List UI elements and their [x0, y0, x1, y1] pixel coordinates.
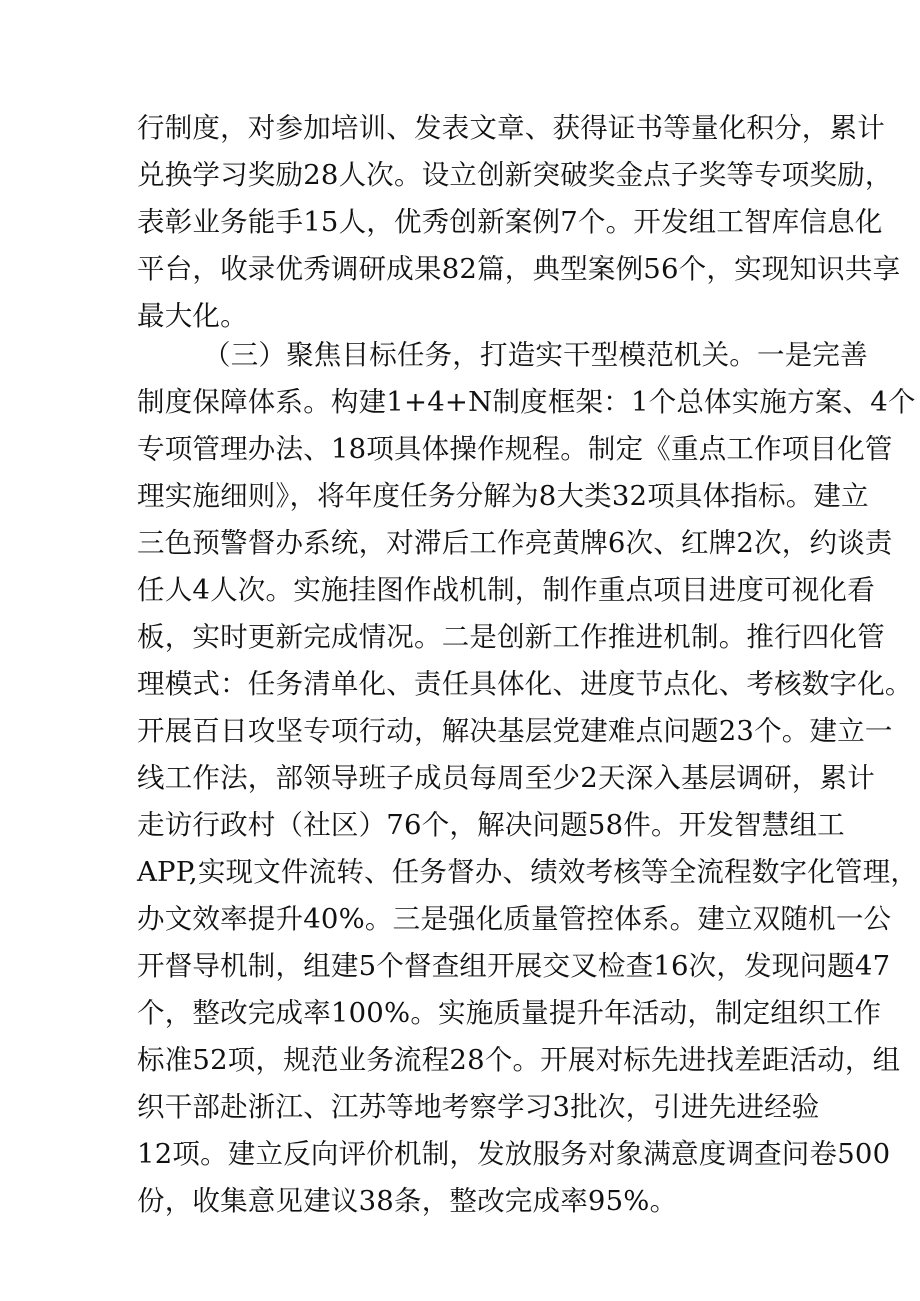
text-line: 任人4人次。实施挂图作战机制，制作重点项目进度可视化看: [137, 574, 875, 606]
text-line: 办文效率提升40%。三是强化质量管控体系。建立双随机一公: [137, 903, 892, 935]
text-line: 最大化。: [137, 300, 248, 332]
text-line: 理实施细则》，将年度任务分解为8大类32项具体指标。建立: [137, 480, 869, 512]
section-heading-line: （三）聚焦目标任务，打造实干型模范机关。一是完善: [203, 339, 868, 371]
text-line: 开展百日攻坚专项行动，解决基层党建难点问题23个。建立一: [137, 715, 893, 747]
text-line: 理模式：任务清单化、责任具体化、进度节点化、考核数字化。: [137, 668, 913, 700]
text-line: 专项管理办法、18项具体操作规程。制定《重点工作项目化管: [137, 433, 893, 465]
text-line: 份，收集意见建议38条，整改完成率95%。: [137, 1185, 678, 1217]
text-line: 织干部赴浙江、江苏等地考察学习3批次，引进先进经验: [137, 1091, 820, 1123]
text-line: 制度保障体系。构建1+4+N制度框架：1个总体实施方案、4个: [137, 386, 916, 418]
text-line: 行制度，对参加培训、发表文章、获得证书等量化积分，累计: [137, 112, 885, 144]
text-line: 平台，收录优秀调研成果82篇，典型案例56个，实现知识共享: [137, 253, 901, 285]
text-line: APP,实现文件流转、任务督办、绩效考核等全流程数字化管理，: [137, 856, 919, 888]
text-line: 标准52项，规范业务流程28个。开展对标先进找差距活动，组: [137, 1044, 901, 1076]
text-line: 12项。建立反向评价机制，发放服务对象满意度调查问卷500: [137, 1138, 891, 1170]
text-line: 走访行政村（社区）76个，解决问题58件。开发智慧组工: [137, 809, 845, 841]
text-line: 个，整改完成率100%。实施质量提升年活动，制定组织工作: [137, 997, 882, 1029]
text-line: 三色预警督办系统，对滞后工作亮黄牌6次、红牌2次，约谈责: [137, 527, 893, 559]
text-line: 开督导机制，组建5个督查组开展交叉检查16次，发现问题47: [137, 950, 891, 982]
text-line: 表彰业务能手15人，优秀创新案例7个。开发组工智库信息化: [137, 206, 883, 238]
text-line: 兑换学习奖励28人次。设立创新突破奖金点子奖等专项奖励，: [137, 159, 893, 191]
text-line: 板，实时更新完成情况。二是创新工作推进机制。推行四化管: [137, 621, 885, 653]
text-line: 线工作法，部领导班子成员每周至少2天深入基层调研，累计: [137, 762, 875, 794]
